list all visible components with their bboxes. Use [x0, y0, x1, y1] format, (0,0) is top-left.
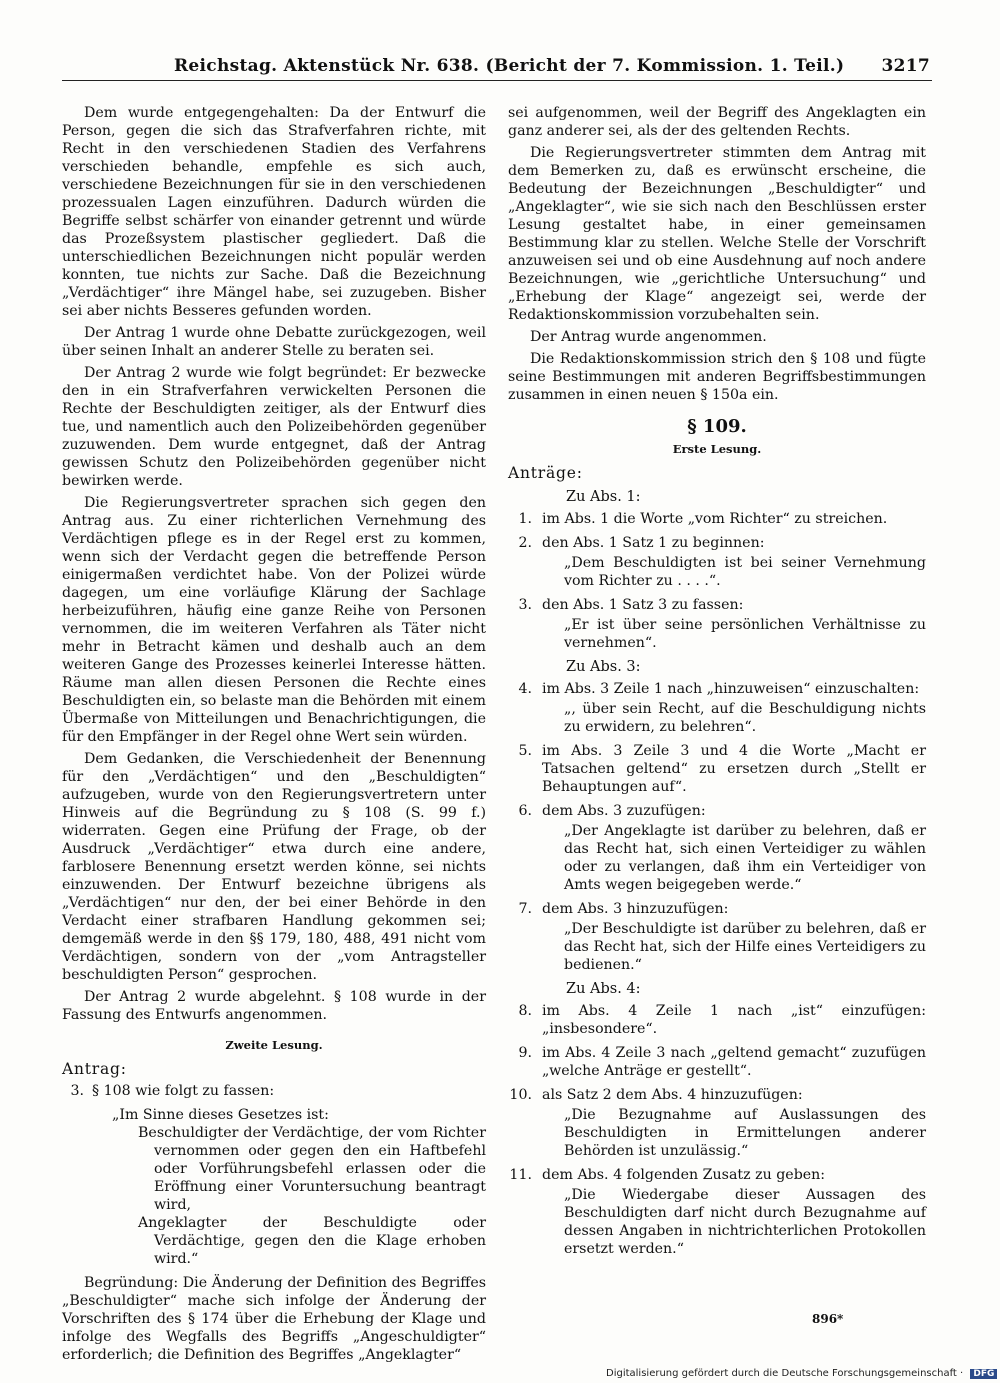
item-number: 7. — [518, 901, 532, 917]
signature-mark: 896* — [812, 1312, 844, 1326]
list-item — [508, 1086, 926, 1160]
paragraph: Der Antrag 2 wurde abgelehnt. § 108 wurde in der Fassung des Entwurfs angenommen. — [62, 989, 486, 1023]
definition-intro: „Im Sinne dieses Gesetzes ist: — [112, 1107, 329, 1123]
list-item — [508, 1044, 926, 1080]
item-text: den Abs. 1 Satz 1 zu beginnen: — [542, 535, 765, 551]
list-item — [508, 680, 926, 736]
list-item — [508, 534, 926, 590]
dfg-logo: DFG — [970, 1369, 997, 1379]
antraege-label: Anträge: — [508, 464, 583, 482]
running-title: Reichstag. Aktenstück Nr. 638. (Bericht der 7. Kommission. 1. Teil.) — [174, 56, 845, 76]
item-text: im Abs. 3 Zeile 1 nach „hinzuweisen“ einzuschalten: — [542, 681, 920, 697]
item-number: 9. — [518, 1045, 532, 1061]
second-reading-heading: Zweite Lesung. — [225, 1038, 323, 1052]
list-item — [508, 742, 926, 796]
item-number: 4. — [518, 681, 532, 697]
paragraph: Der Antrag 2 wurde wie folgt begründet: Er bezwecke den in ein Strafverfahren verwickelten Personen die Rechte der Beschuldigten zeitiger, als der Entwurf dies tue, und namentlich auch den Polizeibehörden gegenüber zuzuwenden. Dem wurde entgegnet, daß der Antrag gewissen Schutz den Polizeibehörden gegenüber nicht bewirken werde. — [62, 365, 486, 489]
paragraph: Der Antrag 1 wurde ohne Debatte zurückgezogen, weil über seinen Inhalt an anderer Stelle zu beraten sei. — [62, 325, 486, 359]
list-item — [508, 596, 926, 652]
item-text: den Abs. 1 Satz 3 zu fassen: — [542, 597, 744, 613]
paragraph: Der Antrag wurde angenommen. — [530, 329, 767, 345]
item-number: 5. — [518, 743, 532, 759]
item-quote: „Die Wiedergabe dieser Aussagen des Beschuldigten darf nicht durch Bezugnahme auf dessen Angaben in nichtrichterlichen Protokollen ersetzt werden.“ — [564, 1187, 926, 1257]
item-number: 6. — [518, 803, 532, 819]
subsection-label: Zu Abs. 4: — [566, 981, 641, 997]
paragraph: Die Redaktionskommission strich den § 108 und fügte seine Bestimmungen mit anderen Begriffsbestimmungen zusammen in einen neuen § 150a ein. — [508, 351, 926, 403]
page-number: 3217 — [881, 56, 930, 76]
subsection-label: Zu Abs. 3: — [566, 659, 641, 675]
item-quote: „, über sein Recht, auf die Beschuldigung nichts zu erwidern, zu belehren“. — [564, 701, 926, 735]
item-quote: „Der Angeklagte ist darüber zu belehren, daß er das Recht hat, sich einen Verteidiger zu wählen oder zu verlangen, daß ihm ein Verteidiger von Amts wegen beigegeben werde.“ — [564, 823, 926, 893]
item-text: dem Abs. 4 folgenden Zusatz zu geben: — [542, 1167, 826, 1183]
item-text: im Abs. 4 Zeile 1 nach „ist“ einzufügen: „insbesondere“. — [542, 1003, 926, 1037]
item-text: im Abs. 3 Zeile 3 und 4 die Worte „Macht er Tatsachen geltend“ zu ersetzen durch „Stellt er Behauptungen auf“. — [542, 743, 926, 795]
digitization-credit — [606, 1368, 997, 1379]
paragraph: Dem wurde entgegengehalten: Da der Entwurf die Person, gegen die sich das Strafverfahren richte, mit Recht in den verschiedenen Stadien des Verfahrens verschieden behandle, empfehle es sich auch, verschiedene Bezeichnungen für sie in den verschiedenen prozessualen Lagen einzuführen. Dadurch würden die Begriffe selbst schärfer von einander getrennt und würde das Prozeßsystem plastischer gegliedert. Daß die unterschiedlichen Bezeichnungen nicht populär werden konnten, tue nichts zur Sache. Daß die Bezeichnung „Verdächtiger“ ihre Mängel habe, sei zuzugeben. Bisher sei aber nichts Besseres gefunden worden. — [62, 105, 486, 319]
item-text: dem Abs. 3 zuzufügen: — [542, 803, 706, 819]
item-quote: „Der Beschuldigte ist darüber zu belehren, daß er das Recht hat, sich der Hilfe eines Verteidigers zu bedienen.“ — [564, 921, 926, 973]
definition-beschuldigter: Beschuldigter der Verdächtige, der vom Richter vernommen oder gegen den ein Haftbefehl oder Vorführungsbefehl erlassen oder die Eröffnung einer Voruntersuchung beantragt wird, — [138, 1125, 486, 1213]
item-number: 2. — [518, 535, 532, 551]
paragraph: Dem Gedanken, die Verschiedenheit der Benennung für den „Verdächtigen“ und den „Beschuldigten“ aufzugeben, wurde von den Regierungsvertretern unter Hinweis auf die Begründung zu § 108 (S. 99 f.) widerraten. Gegen eine Prüfung der Frage, ob der Ausdruck „Verdächtiger“ etwa durch eine andere, farblosere Benennung ersetzt werden könne, sei nichts einzuwenden. Der Entwurf bezeichne übrigens als „Verdächtigen“ nur den, der bei einer Behörde in den Verdacht einer strafbaren Handlung gekommen sei; demgemäß werde in den §§ 179, 180, 488, 491 nicht vom Verdächtigen, sondern von der „vom Antragsteller beschuldigten Person“ gesprochen. — [62, 751, 486, 983]
subsection-label: Zu Abs. 1: — [566, 489, 641, 505]
paragraph-continuation: sei aufgenommen, weil der Begriff des Angeklagten ein ganz anderer sei, als der des geltenden Rechts. — [508, 105, 926, 139]
item-number: 11. — [509, 1167, 532, 1183]
first-reading-heading: Erste Lesung. — [672, 442, 762, 456]
item-number: 1. — [518, 511, 532, 527]
item-number: 10. — [509, 1087, 532, 1103]
item-text: § 108 wie folgt zu fassen: — [92, 1083, 275, 1099]
section-heading: § 109. — [687, 416, 747, 437]
list-item — [508, 510, 926, 528]
left-column — [62, 104, 486, 1368]
definition-angeklagter: Angeklagter der Beschuldigte oder Verdächtige, gegen den die Klage erhoben wird.“ — [138, 1215, 486, 1267]
item-text: im Abs. 4 Zeile 3 nach „geltend gemacht“ zuzufügen „welche Anträge er gestellt“. — [542, 1045, 926, 1079]
right-column — [508, 104, 926, 1264]
item-quote: „Er ist über seine persönlichen Verhältnisse zu vernehmen“. — [564, 617, 926, 651]
paragraph: Die Regierungsvertreter sprachen sich gegen den Antrag aus. Zu einer richterlichen Vernehmung des Verdächtigen pflege es in der Regel erst zu kommen, wenn sich der Verdacht gegen die betreffende Person einigermaßen verdichtet habe. Von der Polizei würde dagegen, um eine vorläufige Klärung der Sachlage herbeizuführen, häufig eine ganze Reihe von Personen vernommen, die im weiteren Verfahren als Täter nicht mehr in Betracht kämen und deshalb auch an dem weiteren Gange des Prozesses keinerlei Interesse hätten. Räume man allen diesen Personen die Rechte eines Beschuldigten ein, so belaste man die Behörden mit einem Übermaße von Mitteilungen und Benachrichtigungen, die für den Empfänger in der Regel ohne Wert sein würden. — [62, 495, 486, 745]
item-number: 3. — [70, 1083, 84, 1099]
definition-block — [84, 1106, 486, 1268]
credit-text: Digitalisierung gefördert durch die Deutsche Forschungsgemeinschaft · — [606, 1368, 964, 1379]
page-header — [62, 56, 932, 81]
item-text: dem Abs. 3 hinzuzufügen: — [542, 901, 729, 917]
list-item — [508, 802, 926, 894]
list-item — [62, 1082, 486, 1100]
item-text: im Abs. 1 die Worte „vom Richter“ zu streichen. — [542, 511, 888, 527]
item-number: 3. — [518, 597, 532, 613]
begruendung-paragraph: Begründung: Die Änderung der Definition des Begriffes „Beschuldigter“ mache sich infolge der Änderung der Vorschriften des § 174 über die Erhebung der Klage und infolge des Wegfalls des Begriffs „Angeschuldigter“ erforderlich; die Definition des Begriffes „Angeklagter“ — [62, 1275, 486, 1363]
paragraph: Die Regierungsvertreter stimmten dem Antrag mit dem Bemerken zu, daß es erwünscht erscheine, die Bedeutung der Bezeichnungen „Beschuldigter“ und „Angeklagter“, wie sie sich nach den Beschlüssen erster Lesung gestaltet habe, in einer gemeinsamen Bestimmung klar zu stellen. Welche Stelle der Vorschrift anzuweisen sei und ob eine Ausdehnung auf noch andere Bezeichnungen, wie „gerichtliche Untersuchung“ und „Erhebung der Klage“ angezeigt sei, werde der Redaktionskommission vorzubehalten sein. — [508, 145, 926, 323]
item-quote: „Die Bezugnahme auf Auslassungen des Beschuldigten in Ermittelungen anderer Behörden ist unzulässig.“ — [564, 1107, 926, 1159]
list-item — [508, 1002, 926, 1038]
antrag-label: Antrag: — [62, 1060, 127, 1078]
item-text: als Satz 2 dem Abs. 4 hinzuzufügen: — [542, 1087, 803, 1103]
item-number: 8. — [518, 1003, 532, 1019]
item-quote: „Dem Beschuldigten ist bei seiner Vernehmung vom Richter zu . . . .“. — [564, 555, 926, 589]
list-item — [508, 900, 926, 974]
list-item — [508, 1166, 926, 1258]
